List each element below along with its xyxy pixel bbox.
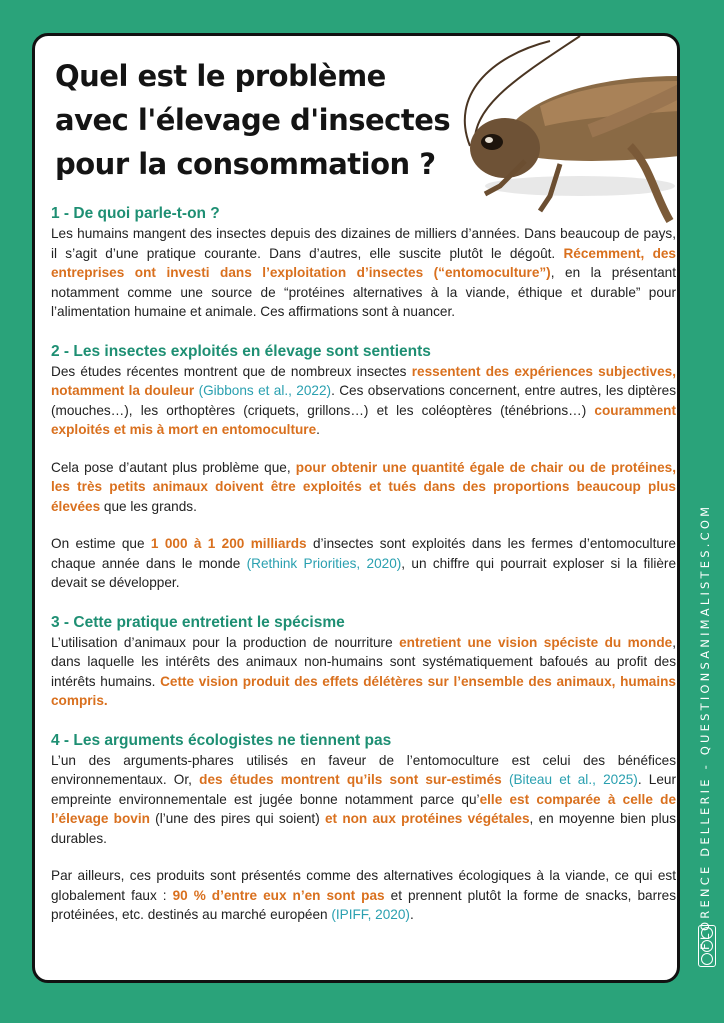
- highlight-text: pour obtenir une quantité égale de chair ou de protéines, les très petits animaux doivent être exploités et tués dans des proportions beaucoup plus élevées: [51, 459, 676, 514]
- text-run: . Leur empreinte environnementale est jugée bonne notamment parce qu’: [51, 772, 677, 807]
- citation: (Gibbons et al., 2022): [198, 383, 332, 398]
- text-run: , en moyenne bien plus durables.: [51, 811, 676, 846]
- text-run: .: [316, 422, 320, 437]
- side-credit: [690, 470, 720, 970]
- section-4-heading: 4 - Les arguments écologistes ne tiennent pas: [51, 731, 392, 749]
- highlight-text: des études montrent qu’ils sont sur-estimés: [199, 772, 502, 787]
- page-title: Quel est le problème avec l'élevage d'insectes pour la consommation ?: [55, 59, 451, 181]
- text-run: . Ces observations concernent, entre autres, les diptères (mouches…), les orthoptères (criquets, grillons…) et les coléoptères (ténébrions…): [51, 383, 677, 418]
- citation: (IPIFF, 2020): [331, 907, 410, 922]
- cc-by-nc-sa-icon: [698, 925, 716, 967]
- text-run: .: [409, 907, 414, 922]
- highlight-text: ressentent des expériences subjectives, notamment la douleur: [51, 363, 676, 398]
- section-3-heading: 3 - Cette pratique entretient le spécisme: [51, 613, 345, 631]
- text-run: On estime que: [51, 536, 151, 551]
- section-1-heading: 1 - De quoi parle-t-on ?: [51, 205, 220, 222]
- highlight-text: et non aux protéines végétales: [324, 811, 530, 826]
- section-2-heading: 2 - Les insectes exploités en élevage sont sentients: [51, 342, 431, 360]
- text-run: Cela pose d’autant plus problème que,: [51, 459, 296, 475]
- section-3-paragraph: [51, 633, 676, 711]
- text-run: , un chiffre qui pourrait exploser si la filière devait se développer.: [51, 555, 677, 590]
- text-run: d’insectes sont exploités dans les fermes d’entomoculture chaque année dans le monde: [51, 536, 676, 571]
- text-run: L’un des arguments-phares utilisés en faveur de l’entomoculture est celui des bénéfices environnementaux. Or,: [51, 752, 676, 787]
- highlight-text: entretient une vision spéciste du monde: [399, 634, 673, 650]
- text-run: [502, 772, 509, 787]
- section-2-paragraph-3: [51, 534, 676, 593]
- citation: (Rethink Priorities, 2020): [246, 555, 402, 571]
- highlight-text: 90 % d’entre eux n’en sont pas: [172, 887, 385, 903]
- highlight-text: Cette vision produit des effets délétères sur l’ensemble des animaux, humains compris.: [51, 673, 676, 708]
- text-run: que les grands.: [100, 498, 197, 514]
- text-run: et prennent plutôt la forme de snacks, barres protéinées, etc. destinés au marché européen: [51, 887, 676, 922]
- section-4-paragraph-2: [51, 866, 676, 925]
- highlight-text: Récemment, des entreprises ont investi dans l’exploitation d’insectes (“entomoculture”): [51, 245, 676, 280]
- text-run: L’utilisation d’animaux pour la production de nourriture: [51, 634, 400, 650]
- content-area: [51, 204, 676, 925]
- section-2-paragraph-2: [51, 458, 676, 517]
- highlight-text: 1 000 à 1 200 milliards: [150, 536, 307, 551]
- text-run: , dans laquelle les intérêts des animaux non-humains sont systématiquement bafoués au profit des intérêts humains.: [51, 634, 676, 689]
- highlight-text: couramment exploités et mis à mort en entomoculture: [51, 402, 676, 437]
- text-run: Les humains mangent des insectes depuis des dizaines de milliers d’années. Dans beaucoup de pays, il s’agit d’une pratique courante. Dans d’autres, elle suscite plutôt le dégoût.: [51, 226, 676, 261]
- text-run: (l’une des pires qui soient): [149, 811, 325, 826]
- highlight-text: elle est comparée à celle de l’élevage bovin: [51, 791, 677, 826]
- section-2-paragraph-1: [51, 362, 676, 440]
- credit-text: FLORENCE DELLERIE - QUESTIONSANIMALISTES.COM: [698, 503, 712, 950]
- section-1-paragraph: [51, 224, 676, 322]
- text-run: Des études récentes montrent que de nombreux insectes: [51, 363, 412, 379]
- section-4-paragraph-1: [51, 751, 676, 849]
- text-run: Par ailleurs, ces produits sont présentés comme des alternatives écologiques à la viande, ce qui est globalement faux :: [51, 868, 676, 903]
- poster-card: [32, 33, 680, 983]
- citation: (Biteau et al., 2025): [508, 772, 638, 787]
- text-run: , en la présentant notamment comme une source de “protéines alternatives à la viande, éthique et durable” pour l’alimentation humaine et animale. Ces affirmations sont à nuancer.: [51, 265, 676, 319]
